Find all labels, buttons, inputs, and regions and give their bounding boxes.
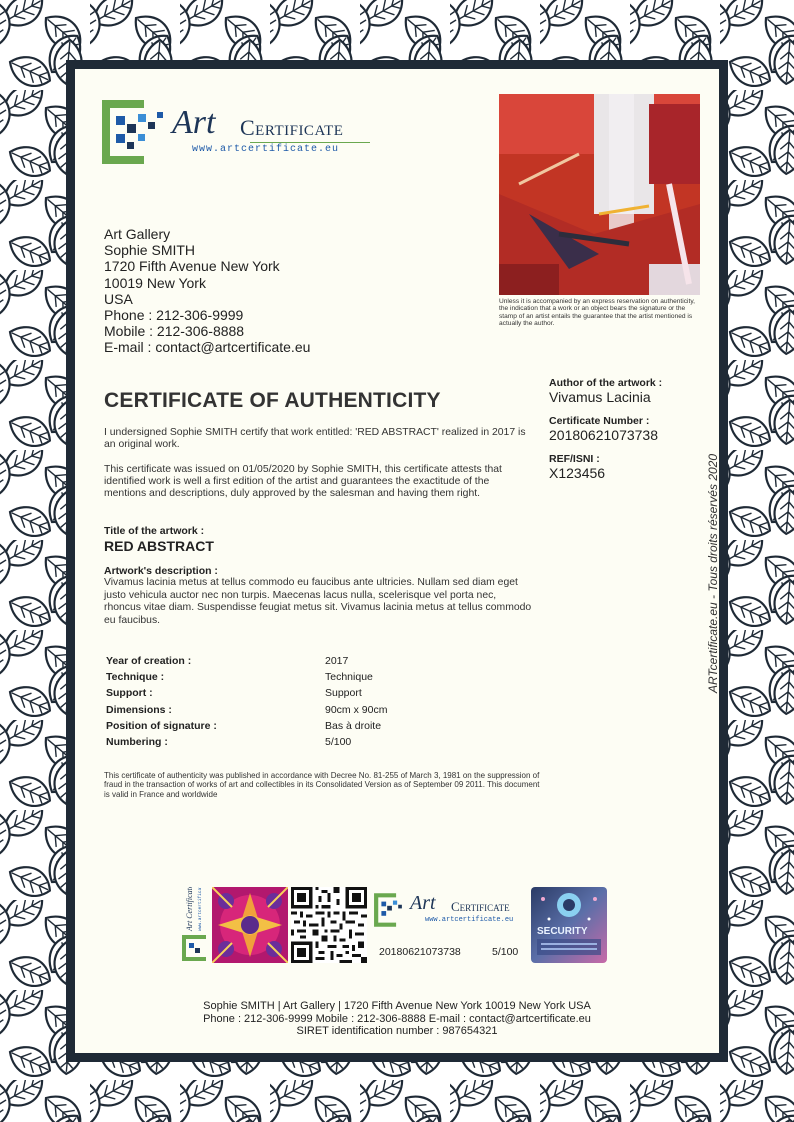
badge-logo-art: Art <box>410 892 436 914</box>
logo-url: www.artcertificate.eu <box>192 144 340 155</box>
artwork-title-block <box>104 525 214 554</box>
address-line: USA <box>104 290 133 307</box>
address-line: Sophie SMITH <box>104 242 196 259</box>
footer-line-address: Sophie SMITH | Art Gallery | 1720 Fifth Avenue New York 10019 New York USA <box>203 1000 591 1012</box>
spec-value: Technique <box>325 671 373 684</box>
badge-numbering: 5/100 <box>492 946 519 958</box>
spec-value: Support <box>325 687 362 700</box>
small-logo-text: Art Certificate <box>185 887 194 931</box>
artwork-description-block <box>104 565 534 627</box>
address-mobile: Mobile : 212-306-8888 <box>104 323 245 340</box>
badge-logo-mark-icon <box>373 890 415 930</box>
address-phone: Phone : 212-306-9999 <box>104 307 244 324</box>
spec-key: Position of signature : <box>106 719 217 732</box>
artwork-specs-table <box>104 653 387 750</box>
artwork-title-label: Title of the artwork : <box>104 525 205 537</box>
spec-row <box>104 653 387 669</box>
footer-line-siret: SIRET identification number : 987654321 <box>296 1025 498 1038</box>
spec-row <box>104 702 387 718</box>
spec-row <box>104 669 387 685</box>
legal-notice: This certificate of authenticity was published in accordance with Decree No. 81-255 of March 3, 1981 on the suppression of fraud in the transaction of works of art and collectibles in its Consolidated Version as of September 09 2011. This document is valid in France and worldwide <box>104 771 540 799</box>
certificate-footer <box>75 1000 719 1038</box>
spec-key: Year of creation : <box>106 655 192 667</box>
spec-key: Technique : <box>106 671 165 684</box>
badge-logo-certificate: Certificate <box>451 899 510 914</box>
artwork-title-value: RED ABSTRACT <box>104 538 214 554</box>
spec-value: 90cm x 90cm <box>325 703 388 716</box>
spec-row <box>104 685 387 701</box>
spec-key: Support : <box>106 687 153 700</box>
spec-key: Numbering : <box>106 735 168 748</box>
issued-paragraph: This certificate was issued on 01/05/2020 by Sophie SMITH, this certificate attests that identified work is well a first edition of the artist and guarantees the exactitude of the mentions and descriptions, duly approved by the salesman and having them right. <box>104 464 502 499</box>
artwork-thumbnail-badge <box>212 887 288 963</box>
logo-underline <box>250 142 370 143</box>
gallery-address <box>104 226 310 356</box>
badge-logo-url: www.artcertificate.eu <box>425 916 514 924</box>
ref-isni-label: REF/ISNI : <box>549 453 600 465</box>
logo-mark-icon <box>100 98 180 166</box>
footer-line-contact: Phone : 212-306-9999 Mobile : 212-306-8888 E-mail : contact@artcertificate.eu <box>203 1012 591 1025</box>
badge-certificate-number: 20180621073738 <box>379 946 461 958</box>
spec-value: 2017 <box>325 655 349 667</box>
artwork-description-value: Vivamus lacinia metus at tellus commodo eu faucibus ante ultricies. Nullam sed diam eget justo vehicula auctor nec non turpis. Maecenas lacus nulla, scelerisque vel porta nec, rhoncus vitae diam. Suspendisse feugiat metus sit. Vivamus lacinia metus at tellus commodo eu faucibus. <box>104 577 532 626</box>
certificate-number-label: Certificate Number : <box>549 415 650 427</box>
certificate-number-value: 20180621073738 <box>549 427 659 443</box>
logo-word-certificate: Certificate <box>240 115 344 140</box>
artwork-description-label: Artwork's description : <box>104 565 218 577</box>
spec-key: Dimensions : <box>106 703 172 716</box>
art-certificate-logo <box>100 98 370 168</box>
certificate-logo-badge <box>373 890 531 958</box>
address-line: 1720 Fifth Avenue New York <box>104 258 280 275</box>
spec-value: 5/100 <box>325 735 352 748</box>
ref-isni-value: X123456 <box>549 465 606 481</box>
authenticity-disclaimer: Unless it is accompanied by an express reservation on authenticity, the indication that a work or an object bears the signature or the stamp of an artist entails the guarantee that the artist mentioned is actually the author. <box>499 298 695 328</box>
logo-word-art: Art <box>172 104 216 141</box>
vertical-copyright: ARTcertificate.eu - Tous droits réservés 2020 <box>706 453 720 693</box>
author-label: Author of the artwork : <box>549 377 663 389</box>
certificate-heading: CERTIFICATE OF AUTHENTICITY <box>104 389 441 412</box>
spec-value: Bas à droite <box>325 719 382 732</box>
qr-code[interactable] <box>291 887 367 963</box>
artwork-meta <box>549 377 709 491</box>
security-label: SECURITY <box>537 926 588 937</box>
spec-row <box>104 718 387 734</box>
address-line: 10019 New York <box>104 274 206 291</box>
security-hologram-badge <box>531 887 607 963</box>
intro-paragraph: I undersigned Sophie SMITH certify that work entitled: 'RED ABSTRACT' realized in 2017 is an original work. <box>104 427 526 450</box>
artwork-image <box>499 94 700 295</box>
small-logo-url: www.artcertificate.eu <box>198 887 203 931</box>
author-value: Vivamus Lacinia <box>549 389 651 405</box>
small-vertical-logo <box>180 887 208 962</box>
address-email: E-mail : contact@artcertificate.eu <box>104 339 311 356</box>
spec-row <box>104 734 387 750</box>
address-line: Art Gallery <box>104 226 171 242</box>
